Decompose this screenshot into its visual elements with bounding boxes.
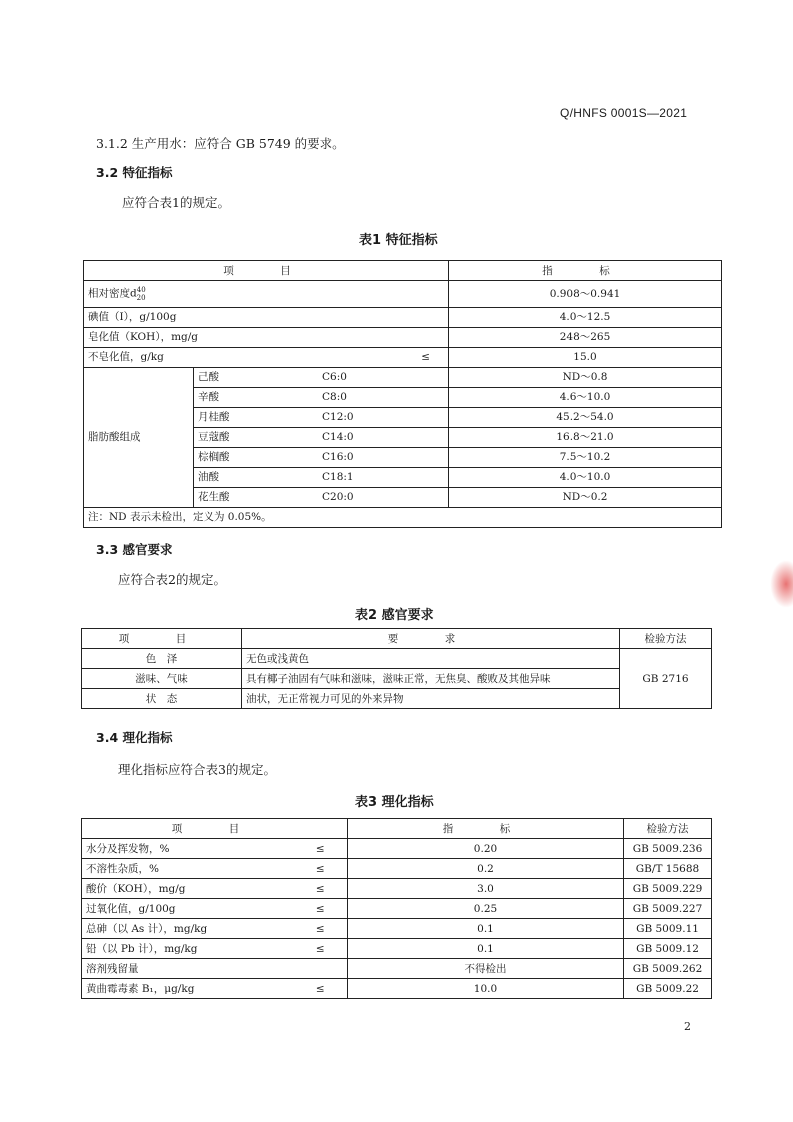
table1-item-label bbox=[84, 307, 449, 327]
fatty-acid-value: 4.6～10.0 bbox=[449, 387, 722, 407]
table3-item: 过氧化值，g/100g bbox=[82, 899, 294, 919]
table3-value: 3.0 bbox=[348, 879, 624, 899]
table3-caption: 表3 理化指标 bbox=[355, 795, 434, 810]
section-3-3-text: 应符合表2的规定。 bbox=[118, 572, 226, 587]
fatty-acid-value: ND～0.2 bbox=[449, 487, 722, 507]
table3-comparison: ≤ bbox=[294, 979, 348, 999]
table3-row bbox=[82, 839, 712, 859]
table3-item: 酸价（KOH），mg/g bbox=[82, 879, 294, 899]
acid-name: 辛酸 bbox=[198, 391, 219, 404]
table3-item: 溶剂残留量 bbox=[82, 959, 294, 979]
acid-name: 月桂酸 bbox=[198, 411, 230, 424]
standard-code: Q/HNFS 0001S—2021 bbox=[560, 106, 688, 120]
table3-comparison: ≤ bbox=[294, 939, 348, 959]
table1-value: 4.0～12.5 bbox=[449, 307, 722, 327]
fatty-acid-value: 7.5～10.2 bbox=[449, 447, 722, 467]
table3-method: GB 5009.227 bbox=[624, 899, 712, 919]
fatty-acid-value: 45.2～54.0 bbox=[449, 407, 722, 427]
section-3-3-title: 3.3 感官要求 bbox=[96, 542, 173, 557]
table3-method: GB 5009.11 bbox=[624, 919, 712, 939]
table3-value: 0.1 bbox=[348, 939, 624, 959]
table2 bbox=[81, 628, 712, 709]
acid-name: 棕榈酸 bbox=[198, 451, 230, 464]
table3-comparison: ≤ bbox=[294, 919, 348, 939]
table2-caption: 表2 感官要求 bbox=[355, 608, 434, 623]
table1 bbox=[83, 260, 722, 528]
fatty-acid-group-label: 脂肪酸组成 bbox=[84, 367, 194, 507]
item-text: 碘值（I），g/100g bbox=[88, 311, 177, 324]
table3-comparison: ≤ bbox=[294, 879, 348, 899]
fatty-acid-name bbox=[194, 447, 449, 467]
table1-header-item: 项 目 bbox=[84, 261, 449, 281]
table1-fatty-acid-row bbox=[84, 367, 722, 387]
fatty-acid-name bbox=[194, 367, 449, 387]
acid-name: 油酸 bbox=[198, 471, 219, 484]
table3-item: 铅（以 Pb 计），mg/kg bbox=[82, 939, 294, 959]
table2-header-item: 项 目 bbox=[82, 629, 242, 649]
table2-header-req: 要 求 bbox=[242, 629, 620, 649]
acid-code: C8:0 bbox=[322, 391, 347, 404]
fatty-acid-name bbox=[194, 487, 449, 507]
table3-header-method: 检验方法 bbox=[624, 819, 712, 839]
table3-method: GB 5009.236 bbox=[624, 839, 712, 859]
table2-row bbox=[82, 649, 712, 669]
table3-row bbox=[82, 959, 712, 979]
table1-item-label bbox=[84, 281, 449, 308]
table3-value: 0.1 bbox=[348, 919, 624, 939]
section-3-2-text: 应符合表1的规定。 bbox=[122, 195, 230, 210]
section-3-2-title: 3.2 特征指标 bbox=[96, 165, 173, 180]
density-temp-sub: 20 bbox=[136, 293, 146, 302]
table3-comparison bbox=[294, 959, 348, 979]
table2-row bbox=[82, 689, 712, 709]
density-temp-sup: 40 bbox=[136, 286, 146, 294]
table3-method: GB 5009.229 bbox=[624, 879, 712, 899]
red-seal-edge bbox=[770, 560, 793, 608]
table3-comparison: ≤ bbox=[294, 899, 348, 919]
table3-item: 不溶性杂质，% bbox=[82, 859, 294, 879]
table3-comparison: ≤ bbox=[294, 839, 348, 859]
table3-value: 0.20 bbox=[348, 839, 624, 859]
table3-value: 0.25 bbox=[348, 899, 624, 919]
item-text: 皂化值（KOH），mg/g bbox=[88, 331, 199, 344]
table1-value: 0.908～0.941 bbox=[449, 281, 722, 308]
table2-item: 色 泽 bbox=[82, 649, 242, 669]
table3-method: GB/T 15688 bbox=[624, 859, 712, 879]
acid-name: 己酸 bbox=[198, 371, 219, 384]
table1-header-index: 指 标 bbox=[449, 261, 722, 281]
table1-row bbox=[84, 307, 722, 327]
table3-header-item: 项 目 bbox=[82, 819, 348, 839]
fatty-acid-value: 4.0～10.0 bbox=[449, 467, 722, 487]
table3-row bbox=[82, 879, 712, 899]
table2-row bbox=[82, 669, 712, 689]
fatty-acid-value: 16.8～21.0 bbox=[449, 427, 722, 447]
acid-code: C12:0 bbox=[322, 411, 354, 424]
table3-method: GB 5009.262 bbox=[624, 959, 712, 979]
acid-code: C18:1 bbox=[322, 471, 354, 484]
page-number: 2 bbox=[684, 1020, 691, 1033]
acid-code: C6:0 bbox=[322, 371, 347, 384]
table1-value: 15.0 bbox=[449, 347, 722, 367]
table1-row bbox=[84, 347, 722, 367]
table3 bbox=[81, 818, 712, 999]
table1-note: 注：ND 表示未检出，定义为 0.05%。 bbox=[84, 507, 722, 527]
table2-requirement: 无色或浅黄色 bbox=[242, 649, 620, 669]
comparison-symbol: ≤ bbox=[421, 351, 430, 364]
table1-item-label bbox=[84, 327, 449, 347]
table3-row bbox=[82, 979, 712, 999]
table3-item: 黄曲霉毒素 B₁，μg/kg bbox=[82, 979, 294, 999]
table3-comparison: ≤ bbox=[294, 859, 348, 879]
fatty-acid-name bbox=[194, 407, 449, 427]
acid-code: C14:0 bbox=[322, 431, 354, 444]
item-text: 相对密度d bbox=[88, 287, 137, 300]
fatty-acid-value: ND～0.8 bbox=[449, 367, 722, 387]
table3-row bbox=[82, 859, 712, 879]
table3-row bbox=[82, 939, 712, 959]
clause-3-1-2: 3.1.2 生产用水：应符合 GB 5749 的要求。 bbox=[96, 136, 345, 151]
fatty-acid-name bbox=[194, 427, 449, 447]
table3-item: 水分及挥发物，% bbox=[82, 839, 294, 859]
table3-value: 10.0 bbox=[348, 979, 624, 999]
fatty-acid-name bbox=[194, 467, 449, 487]
section-3-4-text: 理化指标应符合表3的规定。 bbox=[118, 762, 276, 777]
table1-row bbox=[84, 327, 722, 347]
table2-requirement: 具有椰子油固有气味和滋味，滋味正常，无焦臭、酸败及其他异味 bbox=[242, 669, 620, 689]
table2-item: 滋味、气味 bbox=[82, 669, 242, 689]
table3-header-index: 指 标 bbox=[348, 819, 624, 839]
table1-value: 248～265 bbox=[449, 327, 722, 347]
section-3-4-title: 3.4 理化指标 bbox=[96, 730, 173, 745]
table1-item-label bbox=[84, 347, 449, 367]
acid-code: C20:0 bbox=[322, 491, 354, 504]
table2-method: GB 2716 bbox=[620, 649, 712, 709]
acid-code: C16:0 bbox=[322, 451, 354, 464]
table2-item: 状 态 bbox=[82, 689, 242, 709]
table2-header-method: 检验方法 bbox=[620, 629, 712, 649]
table1-caption: 表1 特征指标 bbox=[359, 233, 438, 248]
table2-requirement: 油状，无正常视力可见的外来异物 bbox=[242, 689, 620, 709]
table3-method: GB 5009.22 bbox=[624, 979, 712, 999]
fatty-acid-name bbox=[194, 387, 449, 407]
acid-name: 豆蔻酸 bbox=[198, 431, 230, 444]
table3-method: GB 5009.12 bbox=[624, 939, 712, 959]
item-text: 不皂化值，g/kg bbox=[88, 351, 164, 364]
table1-row bbox=[84, 281, 722, 308]
acid-name: 花生酸 bbox=[198, 491, 230, 504]
table3-item: 总砷（以 As 计），mg/kg bbox=[82, 919, 294, 939]
table3-row bbox=[82, 899, 712, 919]
table3-row bbox=[82, 919, 712, 939]
table3-value: 0.2 bbox=[348, 859, 624, 879]
table3-value: 不得检出 bbox=[348, 959, 624, 979]
table1-note-row bbox=[84, 507, 722, 527]
